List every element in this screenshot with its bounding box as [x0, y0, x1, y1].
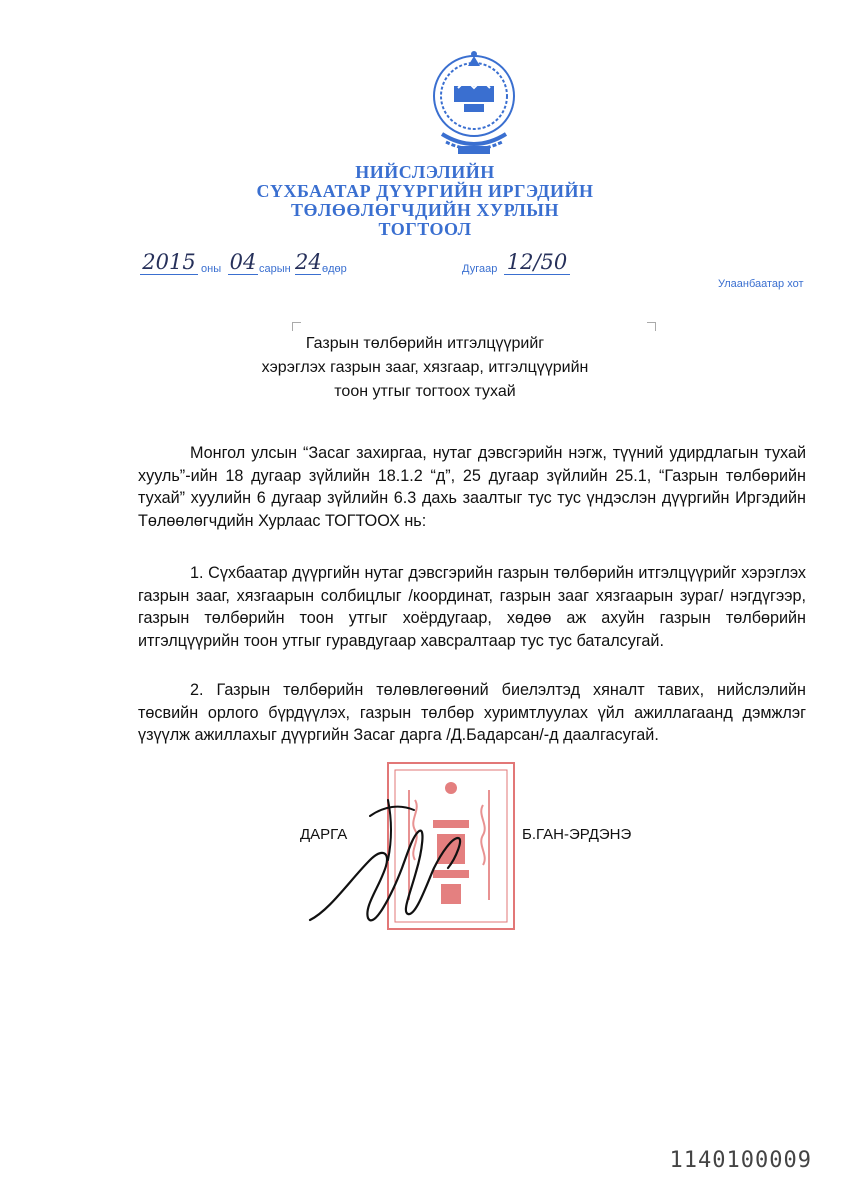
- handwritten-signature-icon: [300, 790, 490, 940]
- title-corner-tl: [292, 322, 301, 331]
- item-1-paragraph: [138, 562, 806, 652]
- resolution-number: 12/50: [504, 250, 570, 275]
- number-label: Дугаар: [462, 263, 498, 275]
- intro-text: Монгол улсын “Засаг захиргаа, нутаг дэвсгэрийн нэгж, түүний удирдлагын тухай хууль”-ийн 18 дугаар зүйлийн 18.1.2 “д”, 25 дугаар зүйлийн 25.1, “Газрын төлбөрийн тухай” хуулийн 6 дугаар зүйлийн 6.3 дахь заалтыг тус тус үндэслэн дүүргийн Иргэдийн Төлөөлөгчдийн Хурлаас ТОГТООХ нь:: [138, 444, 806, 530]
- date-year-suffix: оны: [201, 263, 222, 275]
- item-2-text: 2. Газрын төлбөрийн төлөвлөгөөний биелэлтэд хяналт тавих, нийслэлийн төсвийн орлого бүрдүүлэх, газрын төлбөр хуримтлуулах үйл ажиллагаанд дэмжлэг үзүүлж ажиллахыг дүүргийн Засаг дарга /Д.Бадарсан/-д даалгасугай.: [138, 681, 806, 744]
- date-year: 2015: [140, 250, 198, 275]
- header-line-4: ТОГТООЛ: [378, 219, 472, 239]
- title-corner-tr: [647, 322, 656, 331]
- signer-name: Б.ГАН-ЭРДЭНЭ: [522, 826, 632, 843]
- title-line-3: тоон утгыг тогтоох тухай: [334, 383, 516, 400]
- date-month-suffix: сарын: [259, 263, 291, 275]
- title-line-1: Газрын төлбөрийн итгэлцүүрийг: [305, 335, 545, 352]
- signer-role: ДАРГА: [300, 826, 348, 843]
- header-line-1: НИЙСЛЭЛИЙН: [355, 162, 495, 182]
- item-2-paragraph: [138, 679, 806, 747]
- intro-paragraph: [138, 442, 806, 532]
- state-emblem-icon: [428, 48, 520, 158]
- header-line-2: СҮХБААТАР ДҮҮРГИЙН ИРГЭДИЙН: [256, 181, 594, 201]
- place-label: Улаанбаатар хот: [718, 278, 804, 290]
- date-day-suffix: өдөр: [322, 263, 347, 275]
- date-day: 24: [295, 250, 322, 274]
- title-line-2: хэрэглэх газрын зааг, хязгаар, итгэлцүүрийн: [261, 359, 589, 376]
- date-month: 04: [229, 250, 257, 274]
- document-serial-number: 1140100009: [669, 1148, 812, 1173]
- header-line-3: ТӨЛӨӨЛӨГЧДИЙН ХУРЛЫН: [291, 200, 559, 220]
- item-1-text: 1. Сүхбаатар дүүргийн нутаг дэвсгэрийн газрын төлбөрийн итгэлцүүрийг хэрэглэх газрын зааг, хязгаарын солбицлыг /координат, газрын зааг хязгаарын зураг/ нэгдүгээр, газрын төлбөрийн тоон утгыг хоёрдугаар, хөдөө аж ахуйн газрын төлбөрийн итгэлцүүрийн тоон утгыг гуравдугаар хавсралтаар тус тус баталсугай.: [138, 564, 806, 650]
